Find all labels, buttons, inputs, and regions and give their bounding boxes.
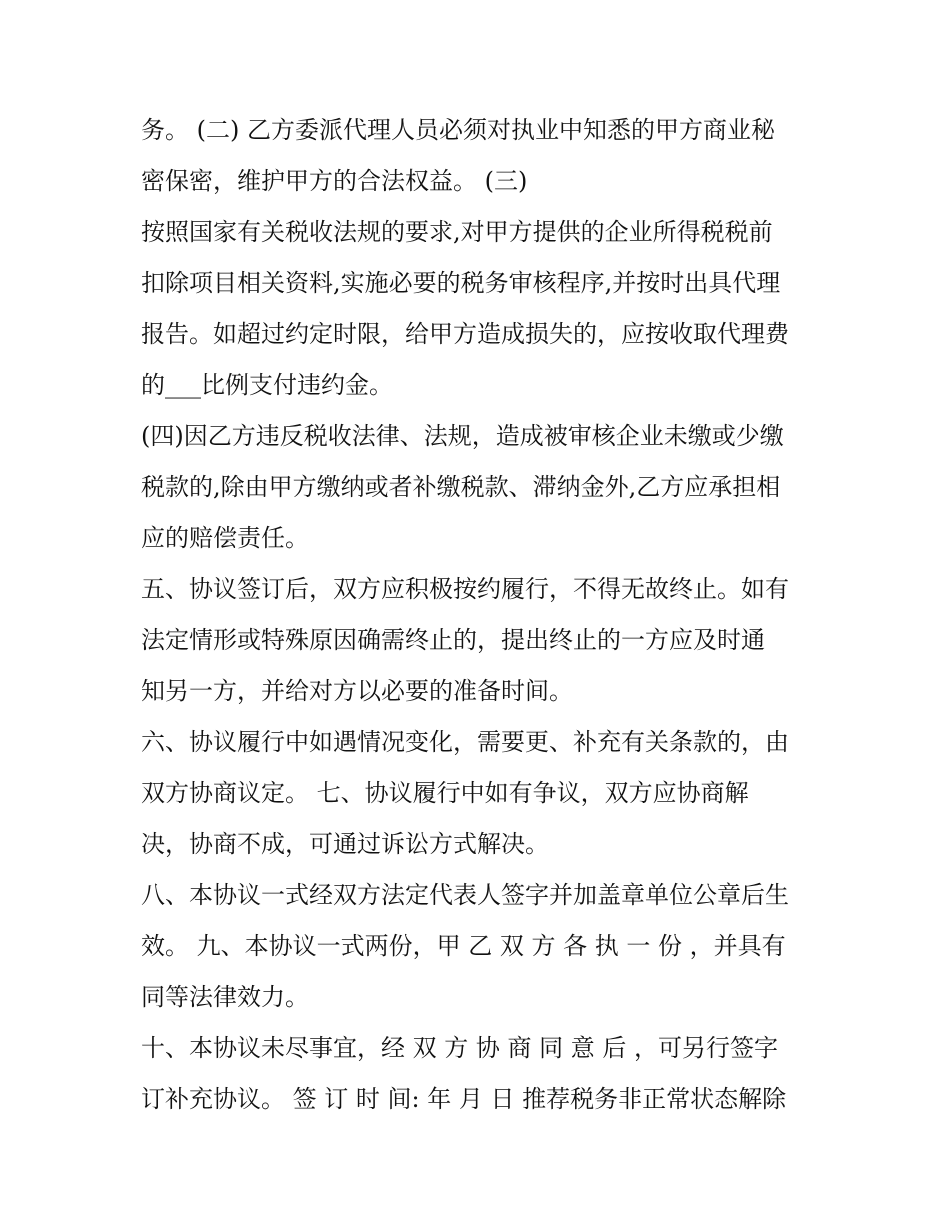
text-line: 密保密，维护甲方的合法权益。 (三) [141, 167, 528, 195]
text-line: 订补充协议。 签 订 时 间: 年 月 日 推荐税务非正常状态解除 [141, 1085, 787, 1113]
agreement-text [141, 105, 821, 1125]
text-line: 双方协商议定。 七、协议履行中如有争议，双方应协商解 [141, 779, 749, 807]
text-line: (四)因乙方违反税收法律、法规，造成被审核企业未缴或少缴 [141, 422, 784, 450]
text-line: 扣除项目相关资料,实施必要的税务审核程序,并按时出具代理 [141, 269, 781, 297]
text-line: 十、本协议未尽事宜，经 双 方 协 商 同 意 后 ，可另行签字 [141, 1034, 779, 1062]
text-line: 效。 九、本协议一式两份，甲 乙 双 方 各 执 一 份 ，并具有 [141, 932, 786, 960]
text-line: 按照国家有关税收法规的要求,对甲方提供的企业所得税税前 [141, 218, 773, 246]
text-line: 五、协议签订后，双方应积极按约履行，不得无故终止。如有 [141, 575, 789, 603]
text-line: 法定情形或特殊原因确需终止的，提出终止的一方应及时通 [141, 626, 765, 654]
text-line: 知另一方，并给对方以必要的准备时间。 [141, 677, 573, 705]
text-line: 同等法律效力。 [141, 983, 309, 1011]
text-line: 税款的,除由甲方缴纳或者补缴税款、滞纳金外,乙方应承担相 [141, 473, 781, 501]
text-line: 决，协商不成，可通过诉讼方式解决。 [141, 830, 549, 858]
text-line: 的___比例支付违约金。 [141, 371, 393, 399]
text-line: 六、协议履行中如遇情况变化，需要更、补充有关条款的，由 [141, 728, 789, 756]
text-line: 报告。如超过约定时限，给甲方造成损失的，应按收取代理费 [141, 320, 789, 348]
text-line: 应的赔偿责任。 [141, 524, 309, 552]
text-line: 务。 (二) 乙方委派代理人员必须对执业中知悉的甲方商业秘 [141, 116, 775, 144]
text-line: 八、本协议一式经双方法定代表人签字并加盖章单位公章后生 [141, 881, 789, 909]
